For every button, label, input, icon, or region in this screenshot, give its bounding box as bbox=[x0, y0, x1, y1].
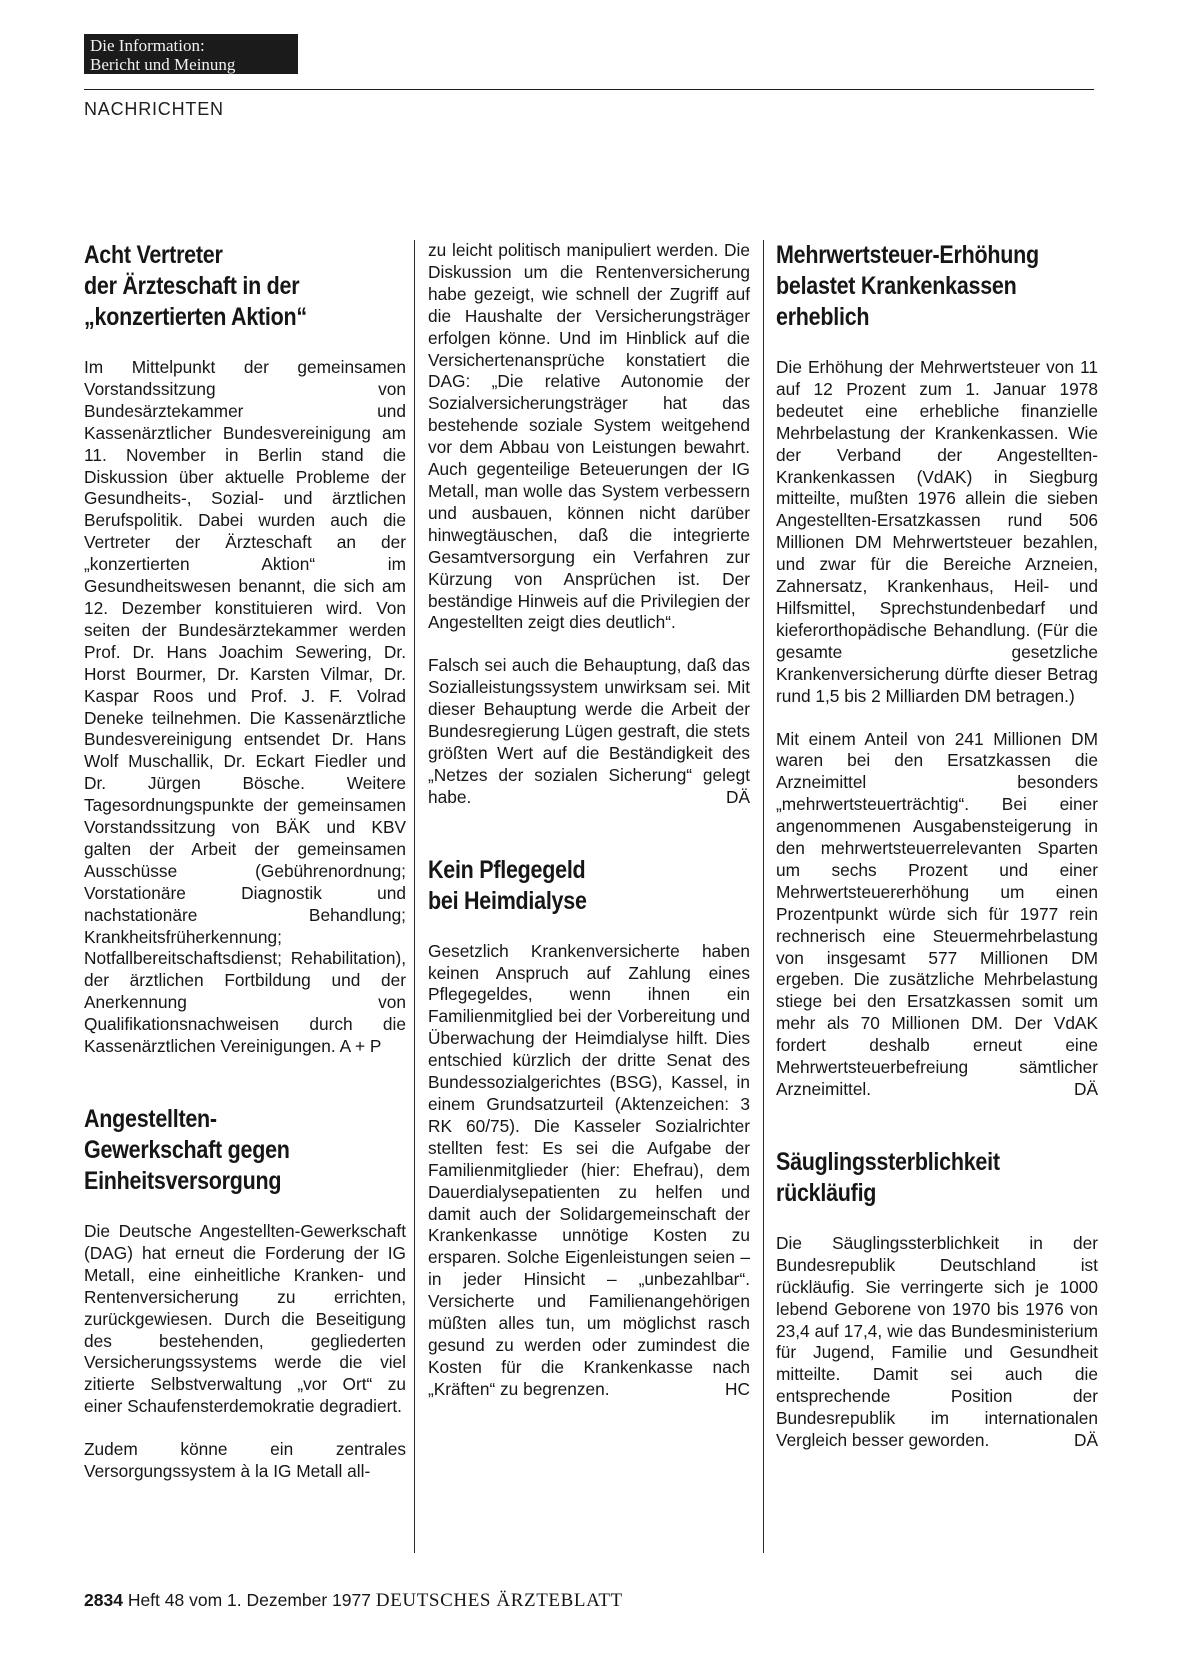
section-title: NACHRICHTEN bbox=[84, 99, 224, 119]
article-paragraph bbox=[84, 357, 406, 1058]
headline-line: Angestellten- bbox=[84, 1105, 217, 1133]
column-divider bbox=[763, 240, 764, 1553]
headline-line: der Ärzteschaft in der bbox=[84, 272, 300, 300]
article-headline bbox=[428, 855, 705, 917]
article-signature: DÄ bbox=[1073, 1430, 1098, 1451]
paragraph-text: Falsch sei auch die Behauptung, daß das Sozialleistungssystem unwirksam sei. Mit dieser Behauptung werde die Arbeit der Bundesregierung Lügen gestraft, die stets größten Wert auf die Beständigkeit des „Netzes der sozialen Sicherung“ gelegt habe. bbox=[428, 655, 750, 807]
article-signature: A + P bbox=[339, 1036, 382, 1057]
article-signature: DÄ bbox=[725, 786, 750, 807]
page-number: 2834 bbox=[84, 1590, 123, 1610]
headline-line: Mehrwertsteuer-Erhöhung bbox=[776, 241, 1039, 269]
journal-name: DEUTSCHES ÄRZTEBLATT bbox=[375, 1590, 623, 1611]
article-paragraph: zu leicht politisch manipuliert werden. Die Diskussion um die Rentenversicherung habe gezeigt, wie schnell der Zugriff auf die Haushalte der Versicherungsträger erfolgen könne. Und im Hinblick auf die Versichertenansprüche konstatiert die DAG: „Die relative Autonomie der Sozialversicherungsträger hat das bestehende soziale System weitgehend vor dem Abbau von Leistungen bewahrt. Auch gegenteilige Beteuerungen der IG Metall, man wolle das System verbessern und ausbauen, können nicht darüber hinwegtäuschen, daß die integrierte Gesamtversorgung ein Verfahren zur Kürzung von Ansprüchen ist. Der beständige Hinweis auf die Privilegien der Angestellten zeigt dies deutlich“. bbox=[428, 240, 750, 633]
article-headline bbox=[84, 240, 361, 333]
column-2 bbox=[428, 240, 750, 1401]
paragraph-text: Gesetzlich Krankenversicherte haben keinen Anspruch auf Zahlung eines Pflegegeldes, wenn ihnen ein Familienmitglied bei der Vorbereitung und Überwachung der Heimdialyse hilft. Dies entschied kürzlich der dritte Senat des Bundessozialgerichtes (BSG), Kassel, in einem Grundsatzurteil (Aktenzeichen: 3 RK 60/75). Die Kasseler Sozialrichter stellten fest: Es sei die Aufgabe der Familienmitglieder (hier: Ehefrau), dem Dauerdialysepatienten zu helfen und damit auch der Solidargemeinschaft der Krankenkasse unnötige Kosten zu ersparen. Solche Eigenleistungen seien – in jeder Hinsicht – „unbezahlbar“. Versicherte und Familienangehörigen müßten alles tun, um möglichst rasch gesund zu werden oder zumindest die Kosten für die Krankenkasse nach „Kräften“ zu begrenzen. bbox=[428, 940, 750, 1399]
headline-line: „konzertierten Aktion“ bbox=[84, 303, 307, 331]
headline-line: Säuglingssterblichkeit bbox=[776, 1147, 1000, 1176]
page-footer bbox=[84, 1590, 623, 1612]
headline-line: Gewerkschaft gegen bbox=[84, 1136, 290, 1164]
article-headline bbox=[776, 240, 1053, 333]
article-paragraph: Die Deutsche Angestellten-Gewerkschaft (DAG) hat erneut die Forderung der IG Metall, eine einheitliche Kranken- und Rentenversicherung zu errichten, zurückgewiesen. Durch die Beseitigung des bestehenden, gegliederten Versicherungssystems werde die viel zitierte Selbstverwaltung „vor Ort“ zu einer Schaufensterdemokratie degradiert. bbox=[84, 1221, 406, 1417]
article-signature: DÄ bbox=[1073, 1079, 1098, 1099]
headline-line: belastet Krankenkassen bbox=[776, 272, 1017, 300]
article-paragraph bbox=[428, 941, 750, 1401]
article-paragraph: Zudem könne ein zentrales Versorgungssystem à la IG Metall all- bbox=[84, 1439, 406, 1482]
article-headline bbox=[84, 1104, 361, 1197]
department-label bbox=[84, 34, 298, 74]
department-label-line1: Die Information: bbox=[90, 36, 205, 55]
headline-line: Einheitsversorgung bbox=[84, 1167, 282, 1195]
headline-line: Kein Pflegegeld bbox=[428, 855, 586, 884]
column-1 bbox=[84, 240, 406, 1483]
headline-line: rückläufig bbox=[776, 1178, 877, 1207]
header-rule bbox=[84, 89, 1094, 90]
headline-line: erheblich bbox=[776, 303, 870, 331]
article-paragraph bbox=[776, 1233, 1098, 1452]
headline-line: bei Heimdialyse bbox=[428, 886, 587, 915]
article-paragraph: Die Erhöhung der Mehrwertsteuer von 11 auf 12 Prozent zum 1. Januar 1978 bedeutet eine erhebliche finanzielle Mehrbelastung der Krankenkassen. Wie der Verband der Angestellten-Krankenkassen (VdAK) in Siegburg mitteilte, mußten 1976 allein die sieben Angestellten-Ersatzkassen rund 506 Millionen DM Mehrwertsteuer bezahlen, und zwar für die Bereiche Arzneien, Zahnersatz, Krankenhaus, Heil- und Hilfsmittel, Sprechstundenbedarf und kieferorthopädische Behandlung. (Für die gesamte gesetzliche Krankenversicherung dürfte dieser Betrag rund 1,5 bis 2 Milliarden DM betragen.) bbox=[776, 357, 1098, 706]
headline-line: Acht Vertreter bbox=[84, 241, 223, 269]
paragraph-text: Mit einem Anteil von 241 Millionen DM waren bei den Ersatzkassen die Arzneimittel besonders „mehrwertsteuerträchtig“. Bei einer angenommenen Ausgabensteigerung in den mehrwertsteuerrelevanten Sparten um sechs Prozent und einer Mehrwertsteuererhöhung um einen Prozentpunkt würde sich für 1977 rein rechnerisch eine Steuermehrbelastung von insgesamt 577 Millionen DM ergeben. Die zusätzliche Mehrbelastung stiege bei den Ersatzkassen somit um mehr als 70 Millionen DM. Der VdAK fordert deshalb erneut eine Mehrwertsteuerbefreiung sämtlicher Arzneimittel. bbox=[776, 728, 1098, 1099]
article-headline bbox=[776, 1147, 1053, 1209]
article-paragraph bbox=[776, 729, 1098, 1101]
article-paragraph bbox=[428, 655, 750, 808]
article-signature: HC bbox=[725, 1378, 750, 1399]
column-divider bbox=[414, 240, 415, 1553]
paragraph-text: Die Säuglingssterblichkeit in der Bundesrepublik Deutschland ist rückläufig. Sie verringerte sich je 1000 lebend Geborene von 1970 bis 1976 von 23,4 auf 17,4, wie das Bundesministerium für Jugend, Familie und Gesundheit mitteilte. Damit sei auch die entsprechende Position der Bundesrepublik im internationalen Vergleich besser geworden. bbox=[776, 1232, 1098, 1451]
issue-info: Heft 48 vom 1. Dezember 1977 bbox=[127, 1590, 371, 1610]
paragraph-text: Im Mittelpunkt der gemeinsamen Vorstandssitzung von Bundesärztekammer und Kassenärztlicher Bundesvereinigung am 11. November in Berlin stand die Diskussion über aktuelle Probleme der Gesundheits-, Sozial- und ärztlichen Berufspolitik. Dabei wurden auch die Vertreter der Ärzteschaft an der „konzertierten Aktion“ im Gesundheitswesen benannt, die sich am 12. Dezember konstituieren wird. Von seiten der Bundesärztekammer werden Prof. Dr. Hans Joachim Sewering, Dr. Horst Bourmer, Dr. Karsten Vilmar, Dr. Kaspar Roos und Prof. J. F. Volrad Deneke teilnehmen. Die Kassenärztliche Bundesvereinigung entsendet Dr. Hans Wolf Muschallik, Dr. Eckart Fiedler und Dr. Jürgen Bösche. Weitere Tagesordnungspunkte der gemeinsamen Vorstandssitzung von BÄK und KBV galten der Arbeit der gemeinsamen Ausschüsse (Gebührenordnung; Vorstationäre Diagnostik und nachstationäre Behandlung; Krankheitsfrüherkennung; Notfallbereitschaftsdienst; Rehabilitation), der ärztlichen Fortbildung und der Anerkennung von Qualifikationsnachweisen durch die Kassenärztlichen Vereinigungen. bbox=[84, 357, 406, 1057]
department-label-line2: Bericht und Meinung bbox=[90, 55, 236, 74]
column-3 bbox=[776, 240, 1098, 1452]
